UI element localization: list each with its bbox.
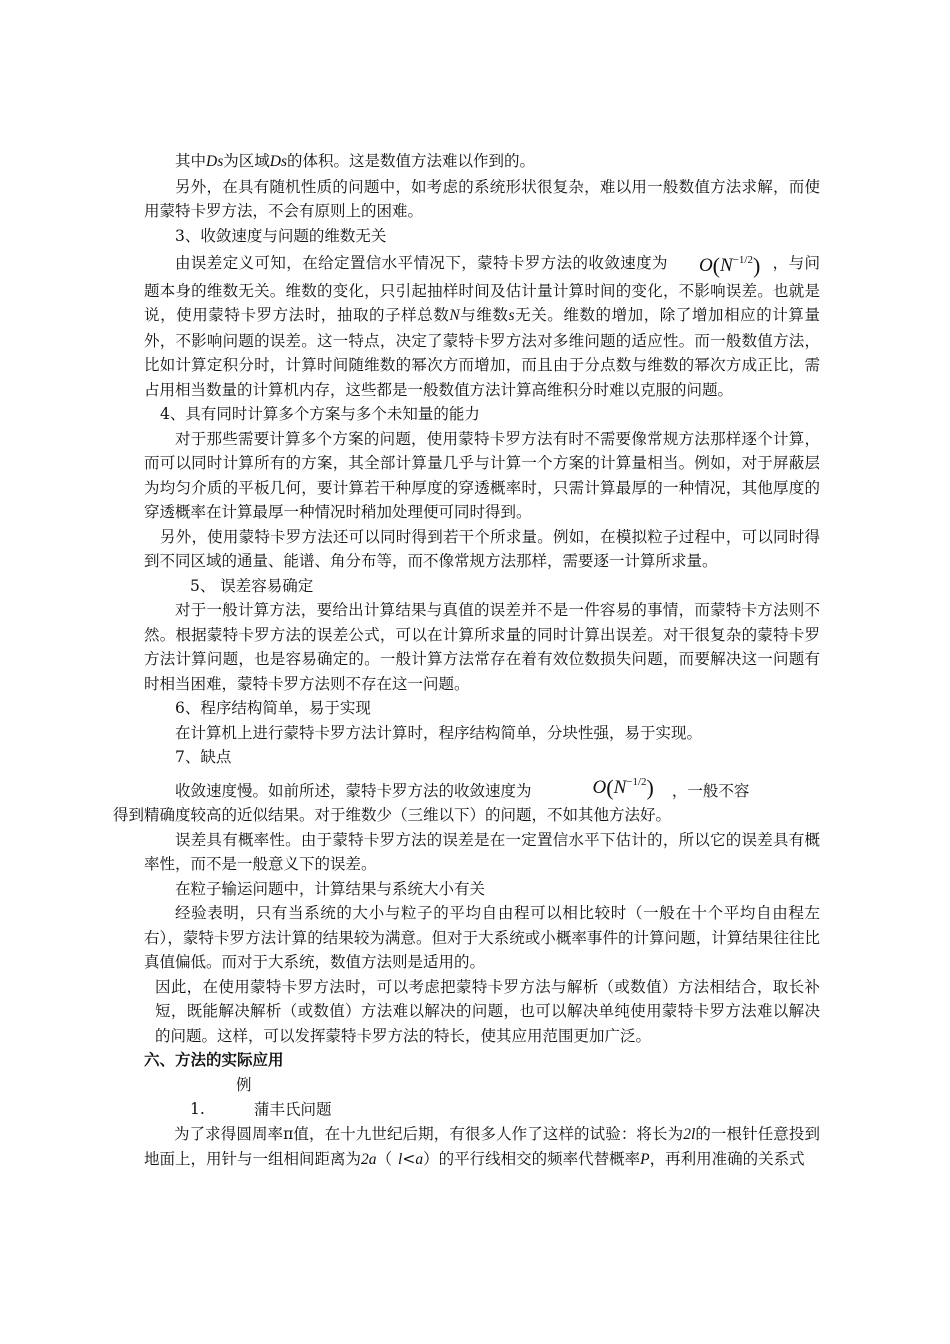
paragraph-multiple-schemes: 对于那些需要计算多个方案的问题，使用蒙特卡罗方法有时不需要像常规方法那样逐个计算，而可以同时计算所有的方案，其全部计算量几乎与计算一个方案的计算量相当。例如，对于屏蔽层为均匀介质的平板几何，要计算若干种厚度的穿透概率时，只需计算最厚的一种情况，其他厚度的穿透概率在计算最厚一种情况时稍加处理便可同时得到。 [144, 429, 820, 521]
formula-convergence-rate-2: $O(N^{-1/2})$ [592, 774, 654, 800]
paragraph-error-determination: 对于一般计算方法，要给出计算结果与真值的误差并不是一件容易的事情，而蒙特卡方法则不然。根据蒙特卡罗方法的误差公式，可以在计算所求量的同时计算出误差。对干很复杂的蒙特卡罗方法计算问题，也是容易确定的。一般计算方法常存在着有效位数损失问题，而要解决这一问题有时相当困难，蒙特卡罗方法则不存在这一问题。 [144, 601, 820, 693]
example-heading: 例1. 蒲丰氏问题 [190, 1075, 332, 1118]
paragraph-experience: 经验表明，只有当系统的大小与粒子的平均自由程可以相比较时（一般在十个平均自由程左右），蒙特卡罗方法计算的结果较为满意。但对于大系统或小概率事件的计算问题，计算结果往往比真值偏低。而对于大系统，数值方法则是适用的。 [144, 904, 820, 971]
paragraph-buffon: 为了求得圆周率π值，在十九世纪后期，有很多人作了这样的试验：将长为2l的一根针任意投到地面上，用针与一组相间距离为2a（ l<a）的平行线相交的频率代替概率P，再利用准确的关系式 [144, 1124, 820, 1168]
paragraph-random-problems: 另外，在具有随机性质的问题中，如考虑的系统形状很复杂，难以用一般数值方法求解，而使用蒙特卡罗方法，不会有原则上的困难。 [144, 177, 820, 220]
heading-item-3: 3、收敛速度与问题的维数无关 [175, 226, 387, 245]
paragraph-convergence: 由误差定义可知，在给定置信水平情况下，蒙特卡罗方法的收敛速度为 $O(N^{-1/2})$ ，与问题本身的维数无关。维数的变化，只引起抽样时间及估计量计算时间的变化，不影响误差。也就是说，使用蒙特卡罗方法时，抽取的子样总数N与维数s无关。维数的增加，除了增加相应的计算量外，不影响问题的误差。这一特点，决定了蒙特卡罗方法对多维问题的适应性。而一般数值方法，比如计算定积分时，计算时间随维数的幂次方而增加，而且由于分点数与维数的幂次方成正比，需占用相当数量的计算机内存，这些都是一般数值方法计算高维积分时难以克服的问题。 [144, 248, 820, 402]
paragraph-multiple-quantities: 另外，使用蒙特卡罗方法还可以同时得到若干个所求量。例如，在模拟粒子过程中，可以同时得到不同区域的通量、能谱、角分布等，而不像常规方法那样，需要逐一计算所求量。 [144, 527, 820, 570]
section-heading-6: 六、方法的实际应用 [144, 1050, 284, 1069]
heading-item-4: 4、具有同时计算多个方案与多个未知量的能力 [160, 405, 480, 423]
paragraph-probabilistic-error: 误差具有概率性。由于蒙特卡罗方法的误差是在一定置信水平下估计的，所以它的误差具有概率性，而不是一般意义下的误差。 [144, 830, 820, 873]
heading-item-6: 6、程序结构简单，易于实现 [175, 699, 371, 717]
paragraph-combination: 因此，在使用蒙特卡罗方法时，可以考虑把蒙特卡罗方法与解析（或数值）方法相结合，取长补短，既能解决解析（或数值）方法难以解决的问题，也可以解决单纯使用蒙特卡罗方法难以解决的问题。这样，可以发挥蒙特卡罗方法的特长，使其应用范围更加广泛。 [155, 977, 820, 1045]
text-column [113, 149, 820, 1173]
paragraph-slow-convergence: 收敛速度慢。如前所述，蒙特卡罗方法的收敛速度为 $O(N^{-1/2})$ ，一般不容 得到精确度较高的近似结果。对于维数少（三维以下）的问题，不如其他方法好。 [144, 770, 820, 828]
paragraph-particle-transport: 在粒子输运问题中，计算结果与系统大小有关 [175, 879, 486, 898]
heading-item-7: 7、缺点 [175, 748, 232, 766]
paragraph-program-structure: 在计算机上进行蒙特卡罗方法计算时，程序结构简单，分块性强，易于实现。 [175, 723, 703, 742]
paragraph-volume: 其中Ds为区域Ds的体积。这是数值方法难以作到的。 [175, 152, 536, 170]
heading-item-5: 5、 误差容易确定 [190, 576, 314, 595]
formula-convergence-rate: $O(N^{-1/2})$ [698, 253, 761, 278]
